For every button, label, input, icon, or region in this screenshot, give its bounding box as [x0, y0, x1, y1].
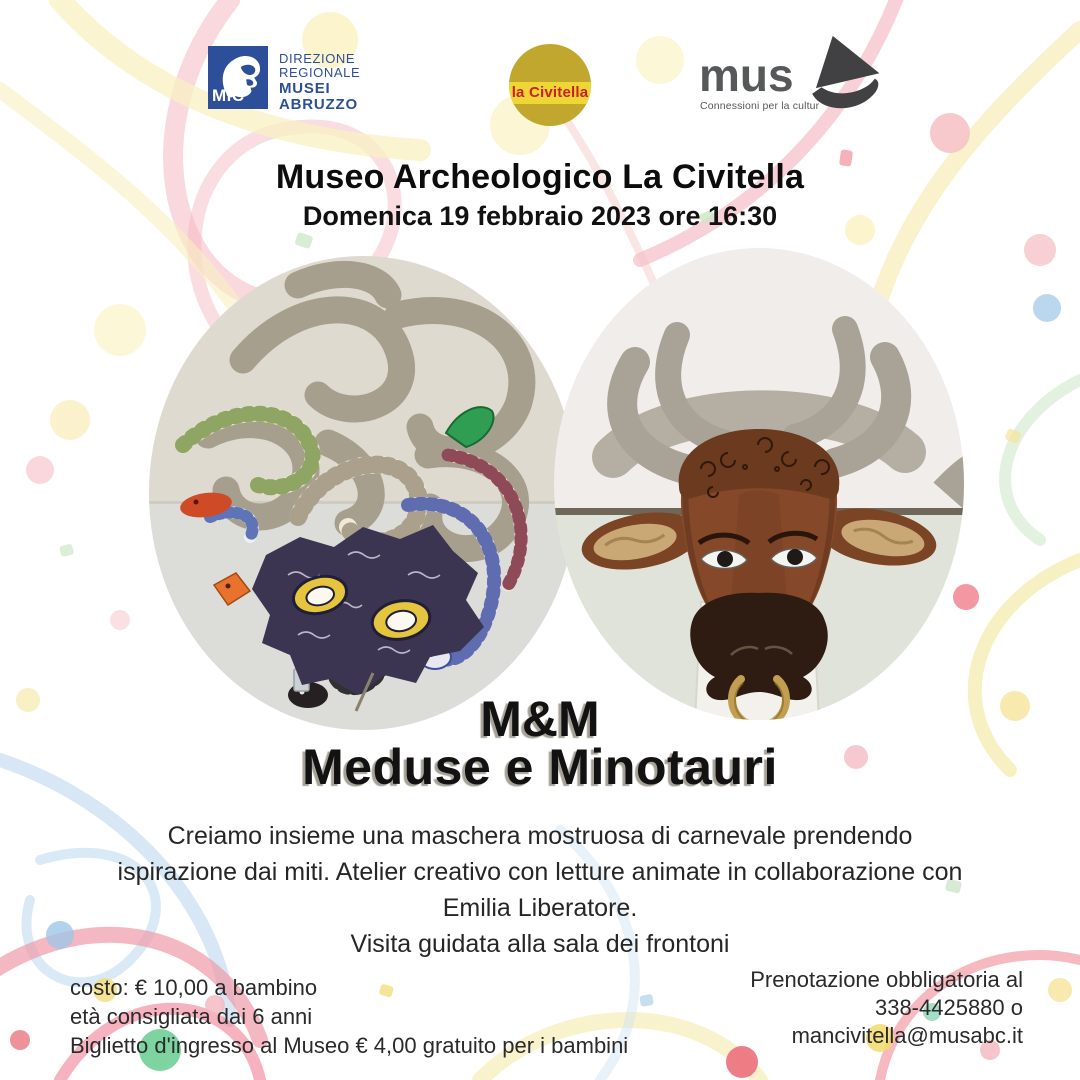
booking-email: mancivitella@musabc.it [791, 1023, 1023, 1048]
event-title [0, 691, 1080, 795]
ticket-line: Biglietto d'ingresso al Museo € 4,00 gratuito per i bambini [70, 1033, 629, 1058]
booking-info [750, 966, 1023, 1050]
mic-institution-name [279, 46, 360, 114]
la-civitella-label: la Civitella [511, 84, 589, 102]
event-datetime: Domenica 19 febbraio 2023 ore 16:30 [302, 201, 778, 231]
museum-title: Museo Archeologico La Civitella [275, 158, 805, 196]
logo-strip [0, 0, 1080, 140]
medusa-mask-photo [148, 255, 578, 731]
event-title-code: M&M [480, 691, 600, 747]
musa-wordmark: mus [699, 49, 794, 101]
mic-logo-mark [208, 46, 268, 109]
event-description [0, 818, 1080, 962]
price-info [70, 973, 628, 1060]
booking-phone: 338-4425880 o [874, 995, 1023, 1020]
la-civitella-band [509, 82, 591, 104]
minotaur-mask-photo [553, 247, 965, 721]
musa-tagline: Connessioni per la cultur [700, 100, 820, 112]
description-line: Emilia Liberatore. [442, 894, 638, 922]
musa-logo [699, 44, 879, 116]
mic-line: MUSEI [279, 79, 331, 97]
price-line: costo: € 10,00 a bambino [70, 975, 318, 1000]
mic-line: REGIONALE [279, 65, 361, 81]
mic-line: ABRUZZO [279, 96, 358, 114]
mic-wordmark: MiC [212, 86, 245, 105]
la-civitella-logo [509, 44, 591, 126]
description-line: Creiamo insieme una maschera mostruosa di carnevale prendendo [167, 822, 913, 850]
mic-line: DIREZIONE [279, 51, 356, 66]
guided-tour-line: Visita guidata alla sala dei frontoni [350, 930, 730, 958]
event-title-name: Meduse e Minotauri [302, 739, 778, 795]
age-line: età consigliata dai 6 anni [70, 1004, 313, 1029]
medusa-mask-illustration [148, 255, 578, 731]
description-line: ispirazione dai miti. Atelier creativo con letture animate in collaborazione con [117, 858, 963, 886]
minotaur-mask-illustration [553, 247, 965, 721]
booking-line: Prenotazione obbligatoria al [750, 967, 1023, 992]
mic-logo [208, 46, 360, 114]
